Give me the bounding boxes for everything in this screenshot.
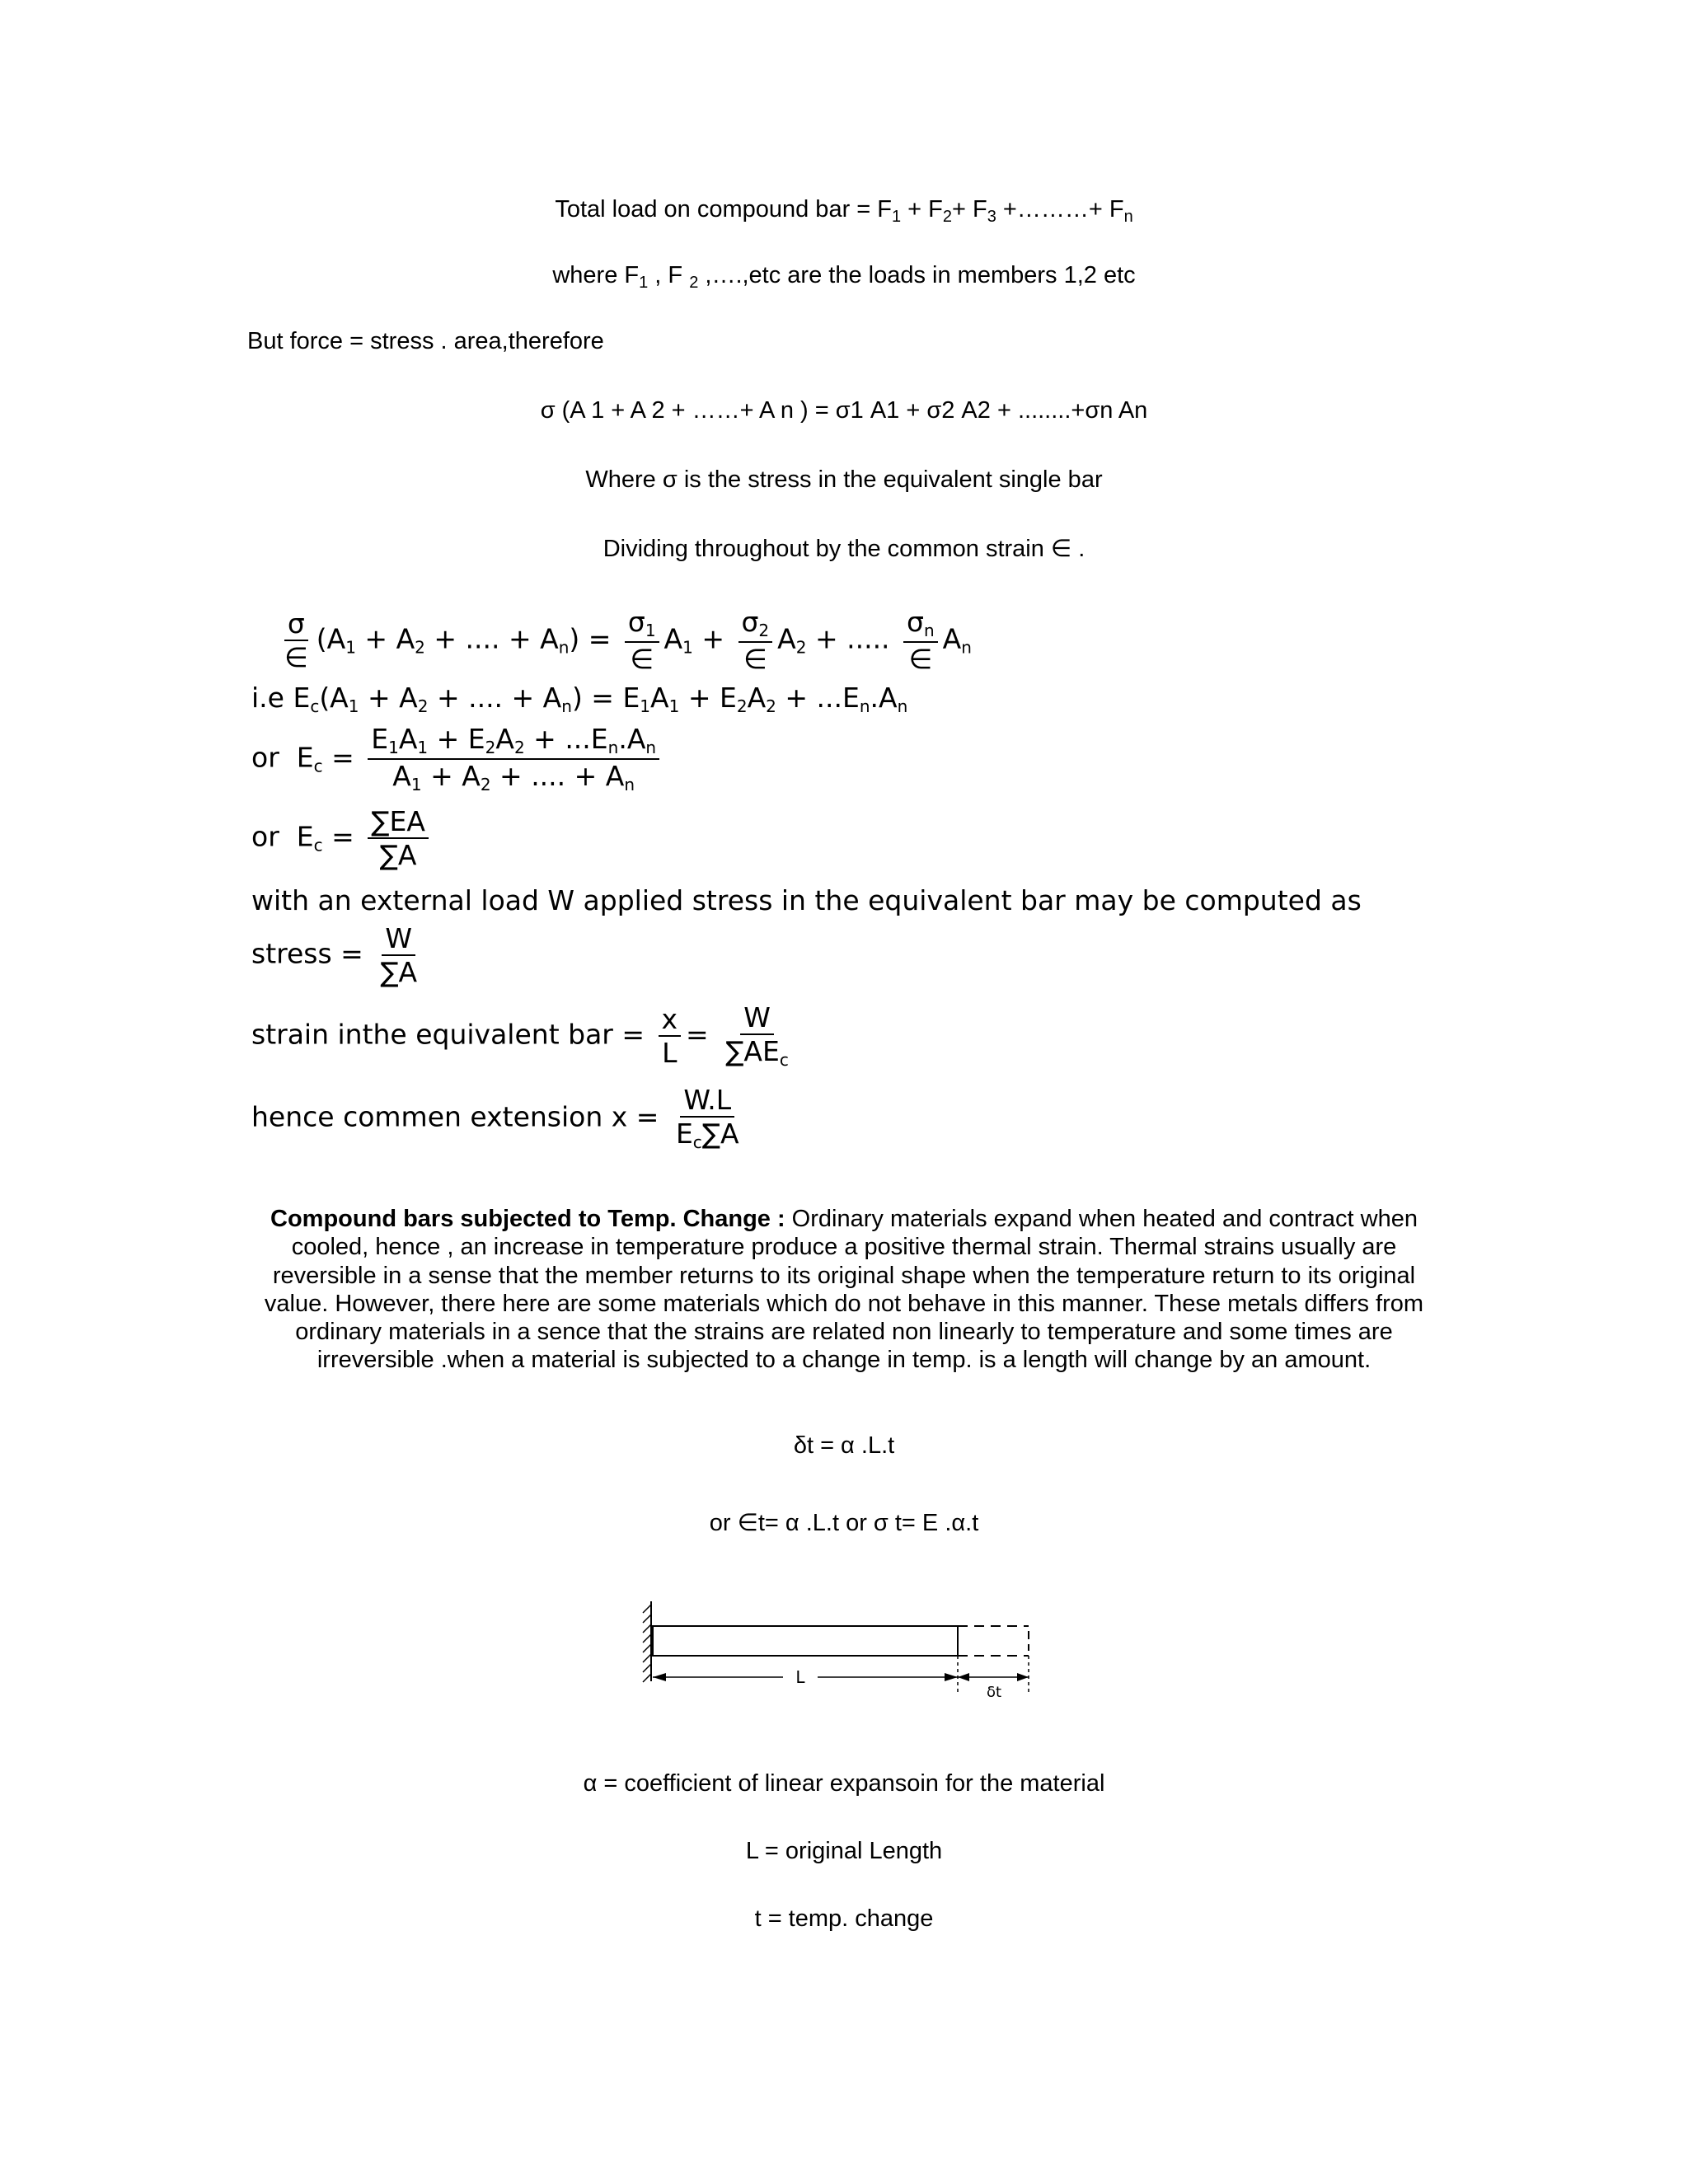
figure-length-label: L xyxy=(795,1667,805,1687)
where-sigma-line: Where σ is the stress in the equivalent single bar xyxy=(585,466,1103,493)
temp-definition: t = temp. change xyxy=(754,1905,934,1932)
equation-sigma-over-strain: $\frac{\sigma}{\in}$ ($A_1 + A_2$ + .... + $A_n$) = $\frac{\sigma_1}{\in}$ $A_1$ + $\frac{\sigma_2}{\in}$ $A_2$ + ..... $\frac{\sigma_n}{\in}$ $A_n$ xyxy=(284,606,972,675)
total-load-equation: Total load on compound bar = $F_1 + F_2+ F_3$ +………+ $F_n$ xyxy=(555,196,1133,226)
sigma-area-equation: σ (A 1 + A 2 + ……+ A n ) = σ1 A1 + σ2 A2 + ........+σn An xyxy=(540,397,1148,424)
external-load-line: with an external load W applied stress in the equivalent bar may be computed as xyxy=(251,884,1362,916)
equation-stress: stress = $\frac{W}{\sum A}$ xyxy=(251,922,418,988)
section-heading: Compound bars subjected to Temp. Change : xyxy=(270,1206,785,1232)
length-definition: L = original Length xyxy=(745,1838,943,1864)
figure-delta-label: δt xyxy=(986,1684,1002,1701)
bar-expansion-figure xyxy=(635,1595,1039,1702)
thermal-deformation-equation: δt = α .L.t xyxy=(793,1432,895,1459)
but-force-line: But force = stress . area,therefore xyxy=(247,328,604,354)
alpha-definition: α = coefficient of linear expansoin for the material xyxy=(583,1770,1105,1797)
equation-ec-fraction: or $E_c$ = $\frac{E_1A_1 + E_2A_2 + ...E_n.A_n}{A_1 + A_2 + .... + A_n}$ xyxy=(251,725,664,793)
equation-extension: hence commen extension x = $\frac{W.L}{E_c\sum A}$ xyxy=(251,1084,739,1152)
equation-ie-ec: i.e $E_c(A_1 + A_2$ + .... + $A_n) = E_1A_1 + E_2A_2 + ...E_n.A_n$ xyxy=(251,682,908,716)
dividing-line: Dividing throughout by the common strain ∈ . xyxy=(603,536,1085,562)
thermal-strain-equation: or ∈t= α .L.t or σ t= E .α.t xyxy=(709,1510,979,1536)
section-body: Ordinary materials expand when heated and contract when cooled, hence , an increase in temperature produce a positive thermal strain. Thermal strains usually are reversible in a sense that the member returns to its original shape when the temperature return to its original value. However, there here are some materials which do not behave in this manner. These metals differs from ordinary materials in a sence that the strains are related non linearly to temperature and some times are irreversible .when a material is subjected to a change in temp. is a length will change by an amount. xyxy=(264,1206,1424,1374)
equation-strain: strain inthe equivalent bar = $\frac{x}{L}$ = $\frac{W}{\sum AE_c}$ xyxy=(251,1001,789,1070)
where-loads-line: where $F_1$ , F $_2$ ,….,etc are the loads in members 1,2 etc xyxy=(552,262,1136,292)
equation-ec-sum: or $E_c$ = $\frac{\sum EA}{\sum A}$ xyxy=(251,808,434,869)
temperature-change-paragraph xyxy=(247,1205,1441,1375)
